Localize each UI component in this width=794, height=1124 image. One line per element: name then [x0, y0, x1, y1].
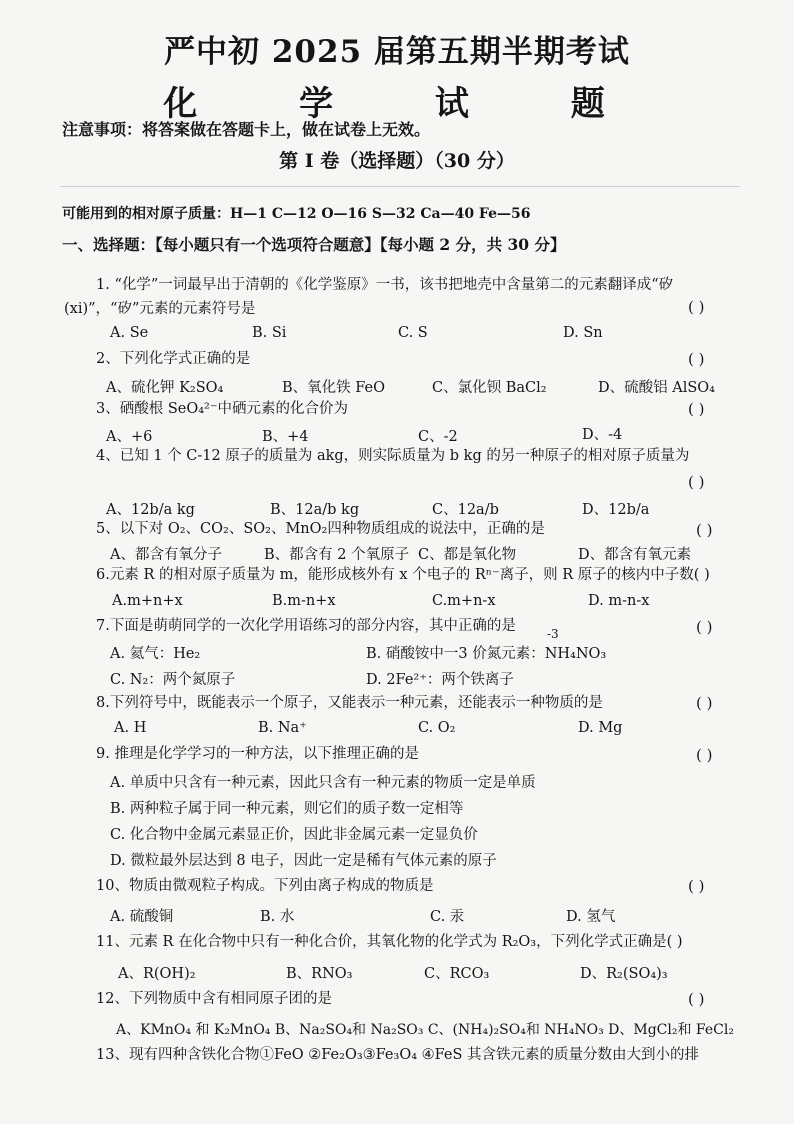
- question-4-stem: 4、已知 1 个 C-12 原子的质量为 akg，则实际质量为 b kg 的另一种原子的相对原子质量为: [96, 448, 690, 464]
- q2-option-d: D、硫酸铝 AlSO₄: [598, 380, 715, 396]
- q10-option-a: A. 硫酸铜: [110, 909, 174, 925]
- answer-blank: ( ): [688, 400, 705, 418]
- question-7-stem: 7.下面是萌萌同学的一次化学用语练习的部分内容，其中正确的是: [96, 618, 516, 634]
- q3-option-d: D、-4: [582, 427, 623, 443]
- q2-option-b: B、氧化铁 FeO: [282, 380, 386, 396]
- q1-option-a: A. Se: [110, 325, 149, 341]
- q5-option-a: A、都含有氧分子: [110, 547, 222, 563]
- q6-option-c: C.m+n-x: [432, 593, 496, 609]
- question-3-stem: 3、硒酸根 SeO₄²⁻中硒元素的化合价为: [96, 401, 349, 417]
- subject-title: 化 学 试 题: [163, 84, 631, 124]
- question-13-stem: 13、现有四种含铁化合物①FeO ②Fe₂O₃③Fe₃O₄ ④FeS 其含铁元素的质量分数由大到小的排: [96, 1047, 700, 1063]
- q2-option-a: A、硫化钾 K₂SO₄: [106, 380, 224, 396]
- q11-option-d: D、R₂(SO₄)₃: [580, 966, 668, 982]
- answer-blank: ( ): [688, 877, 705, 895]
- q6-option-d: D. m-n-x: [588, 593, 650, 609]
- section-title: 第 I 卷（选择题）（30 分）: [279, 150, 515, 172]
- q7-option-a: A. 氦气：He₂: [110, 646, 201, 662]
- answer-blank: ( ): [696, 746, 713, 764]
- q4-option-c: C、12a/b: [432, 502, 499, 518]
- q3-option-c: C、-2: [418, 429, 458, 445]
- q2-option-c: C、氯化钡 BaCl₂: [432, 380, 547, 396]
- q7-option-b-superscript: -3: [547, 627, 559, 641]
- question-9-stem: 9. 推理是化学学习的一种方法，以下推理正确的是: [96, 746, 419, 762]
- question-1-stem: 1. “化学”一词最早出于清朝的《化学鉴原》一书，该书把地壳中含量第二的元素翻译成“矽: [96, 277, 674, 293]
- exam-title: 严中初 2025 届第五期半期考试: [164, 34, 630, 70]
- q1-option-c: C. S: [398, 325, 428, 341]
- q8-option-a: A. H: [114, 720, 147, 736]
- q11-option-b: B、RNO₃: [286, 966, 353, 982]
- answer-blank: ( ): [696, 694, 713, 712]
- q8-option-d: D. Mg: [578, 720, 623, 736]
- q6-option-b: B.m-n+x: [272, 593, 336, 609]
- question-12-stem: 12、下列物质中含有相同原子团的是: [96, 991, 332, 1007]
- q6-option-a: A.m+n+x: [112, 593, 183, 609]
- q8-option-b: B. Na⁺: [258, 720, 307, 736]
- q7-option-c: C. N₂：两个氮原子: [110, 672, 236, 688]
- answer-blank: ( ): [696, 521, 713, 539]
- notice: 注意事项：将答案做在答题卡上，做在试卷上无效。: [62, 120, 431, 139]
- q4-option-b: B、12a/b kg: [270, 502, 360, 518]
- q12-options: A、KMnO₄ 和 K₂MnO₄ B、Na₂SO₄和 Na₂SO₃ C、(NH₄)₂SO₄和 NH₄NO₃ D、MgCl₂和 FeCl₂: [116, 1022, 734, 1038]
- q1-option-d: D. Sn: [563, 325, 603, 341]
- q9-option-a: A. 单质中只含有一种元素，因此只含有一种元素的物质一定是单质: [110, 775, 536, 791]
- question-6-stem: 6.元素 R 的相对原子质量为 m，能形成核外有 x 个电子的 Rⁿ⁻离子，则 R 原子的核内中子数( ): [96, 567, 710, 583]
- divider: [60, 186, 740, 187]
- atomic-masses: 可能用到的相对原子质量：H—1 C—12 O—16 S—32 Ca—40 Fe—56: [62, 206, 531, 222]
- answer-blank: ( ): [688, 350, 705, 368]
- q5-option-b: B、都含有 2 个氧原子: [264, 547, 410, 563]
- answer-blank: ( ): [688, 298, 705, 316]
- answer-blank: ( ): [688, 990, 705, 1008]
- q7-option-b: B. 硝酸铵中一3 价氮元素：NH₄NO₃: [366, 646, 607, 662]
- q7-option-d: D. 2Fe²⁺：两个铁离子: [366, 672, 514, 688]
- q9-option-b: B. 两种粒子属于同一种元素，则它们的质子数一定相等: [110, 801, 464, 817]
- question-10-stem: 10、物质由微观粒子构成。下列由离子构成的物质是: [96, 878, 434, 894]
- section-instructions: 一、选择题：【每小题只有一个选项符合题意】【每小题 2 分，共 30 分】: [62, 235, 566, 254]
- answer-blank: ( ): [688, 473, 705, 491]
- answer-blank: ( ): [696, 618, 713, 636]
- q10-option-c: C. 汞: [430, 909, 465, 925]
- question-2-stem: 2、下列化学式正确的是: [96, 351, 251, 367]
- q1-option-b: B. Si: [252, 325, 287, 341]
- q10-option-b: B. 水: [260, 909, 295, 925]
- q11-option-c: C、RCO₃: [424, 966, 490, 982]
- question-1-stem-cont: (xi)”，“矽”元素的元素符号是: [64, 301, 256, 317]
- q4-option-d: D、12b/a: [582, 502, 650, 518]
- q4-option-a: A、12b/a kg: [106, 502, 195, 518]
- q11-option-a: A、R(OH)₂: [118, 966, 196, 982]
- question-11-stem: 11、元素 R 在化合物中只有一种化合价，其氧化物的化学式为 R₂O₃，下列化学式正确是( ): [96, 934, 683, 950]
- q3-option-b: B、+4: [262, 429, 309, 445]
- q10-option-d: D. 氢气: [566, 909, 616, 925]
- question-8-stem: 8.下列符号中，既能表示一个原子，又能表示一种元素，还能表示一种物质的是: [96, 695, 603, 711]
- q5-option-d: D、都含有氧元素: [578, 547, 692, 563]
- question-5-stem: 5、以下对 O₂、CO₂、SO₂、MnO₂四种物质组成的说法中，正确的是: [96, 521, 545, 537]
- q5-option-c: C、都是氧化物: [418, 547, 517, 563]
- q8-option-c: C. O₂: [418, 720, 456, 736]
- q9-option-c: C. 化合物中金属元素显正价，因此非金属元素一定显负价: [110, 827, 478, 843]
- q9-option-d: D. 微粒最外层达到 8 电子，因此一定是稀有气体元素的原子: [110, 853, 497, 869]
- q3-option-a: A、+6: [106, 429, 153, 445]
